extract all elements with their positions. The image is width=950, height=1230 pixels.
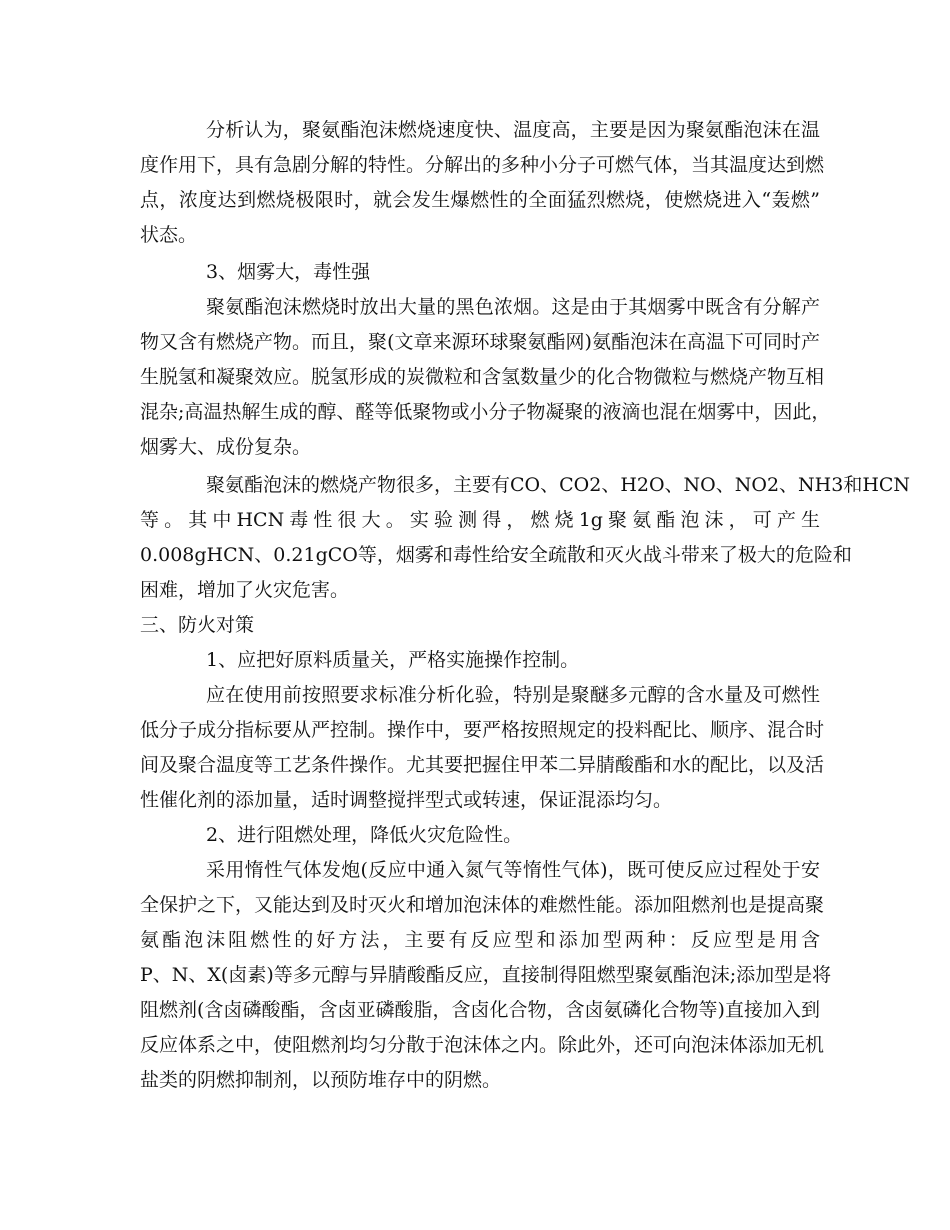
- paragraph-line: 物又含有燃烧产物。而且，聚(文章来源环球聚氨酯网)氨酯泡沫在高温下可同时产: [140, 331, 820, 353]
- paragraph-line: 生脱氢和凝聚效应。脱氢形成的炭微粒和含氢数量少的化合物微粒与燃烧产物互相: [140, 366, 825, 388]
- paragraph-line: 低分子成分指标要从严控制。操作中，要严格按照规定的投料配比、顺序、混合时: [140, 719, 825, 741]
- paragraph-line: 反应体系之中，使阻燃剂均匀分散于泡沫体之内。除此外，还可向泡沫体添加无机: [140, 1034, 825, 1056]
- paragraph-line: 采用惰性气体发炮(反应中通入氮气等惰性气体)，既可使反应过程处于安: [206, 859, 820, 881]
- paragraph-line: 间及聚合温度等工艺条件操作。尤其要把握住甲苯二异腈酸酯和水的配比，以及活: [140, 754, 825, 776]
- paragraph-line: 点，浓度达到燃烧极限时，就会发生爆燃性的全面猛烈燃烧，使燃烧进入“轰燃”: [140, 189, 820, 211]
- paragraph-line: 状态。: [140, 224, 198, 246]
- paragraph-line: 聚氨酯泡沫燃烧时放出大量的黑色浓烟。这是由于其烟雾中既含有分解产: [206, 296, 820, 318]
- subsection-heading: 2、进行阻燃处理，降低火灾危险性。: [206, 824, 523, 846]
- paragraph-line: 性催化剂的添加量，适时调整搅拌型式或转速，保证混添均匀。: [140, 789, 673, 811]
- paragraph-line: 烟雾大、成份复杂。: [140, 436, 312, 458]
- section-heading: 3、烟雾大，毒性强: [206, 261, 371, 283]
- paragraph-line: 盐类的阴燃抑制剂，以预防堆存中的阴燃。: [140, 1069, 502, 1091]
- paragraph-line: 阻燃剂(含卤磷酸酯，含卤亚磷酸脂，含卤化合物，含卤氨磷化合物等)直接加入到: [140, 999, 820, 1021]
- paragraph-line: 等。其中HCN毒性很大。实验测得，燃烧1g聚氨酯泡沫，可产生: [140, 509, 820, 531]
- paragraph-line: 聚氨酯泡沫的燃烧产物很多，主要有CO、CO2、H2O、NO、NO2、NH3和HCN: [206, 474, 911, 496]
- paragraph-line: 0.008gHCN、0.21gCO等，烟雾和毒性给安全疏散和灭火战斗带来了极大的危险和: [140, 544, 852, 566]
- subsection-heading: 1、应把好原料质量关，严格实施操作控制。: [206, 649, 580, 671]
- section-heading: 三、防火对策: [140, 614, 255, 636]
- paragraph-line: 分析认为，聚氨酯泡沫燃烧速度快、温度高，主要是因为聚氨酯泡沫在温: [206, 119, 820, 141]
- paragraph-line: 困难，增加了火灾危害。: [140, 579, 350, 601]
- paragraph-line: 混杂;高温热解生成的醇、醛等低聚物或小分子物凝聚的液滴也混在烟雾中，因此，: [140, 401, 831, 423]
- paragraph-line: 度作用下，具有急剧分解的特性。分解出的多种小分子可燃气体，当其温度达到燃: [140, 154, 825, 176]
- paragraph-line: 全保护之下，又能达到及时灭火和增加泡沫体的难燃性能。添加阻燃剂也是提高聚: [140, 894, 825, 916]
- paragraph-line: P、N、X(卤素)等多元醇与异腈酸酯反应，直接制得阻燃型聚氨酯泡沫;添加型是将: [140, 964, 832, 986]
- paragraph-line: 氨酯泡沫阻燃性的好方法，主要有反应型和添加型两种：反应型是用含: [140, 929, 820, 951]
- paragraph-line: 应在使用前按照要求标准分析化验，特别是聚醚多元醇的含水量及可燃性: [206, 684, 820, 706]
